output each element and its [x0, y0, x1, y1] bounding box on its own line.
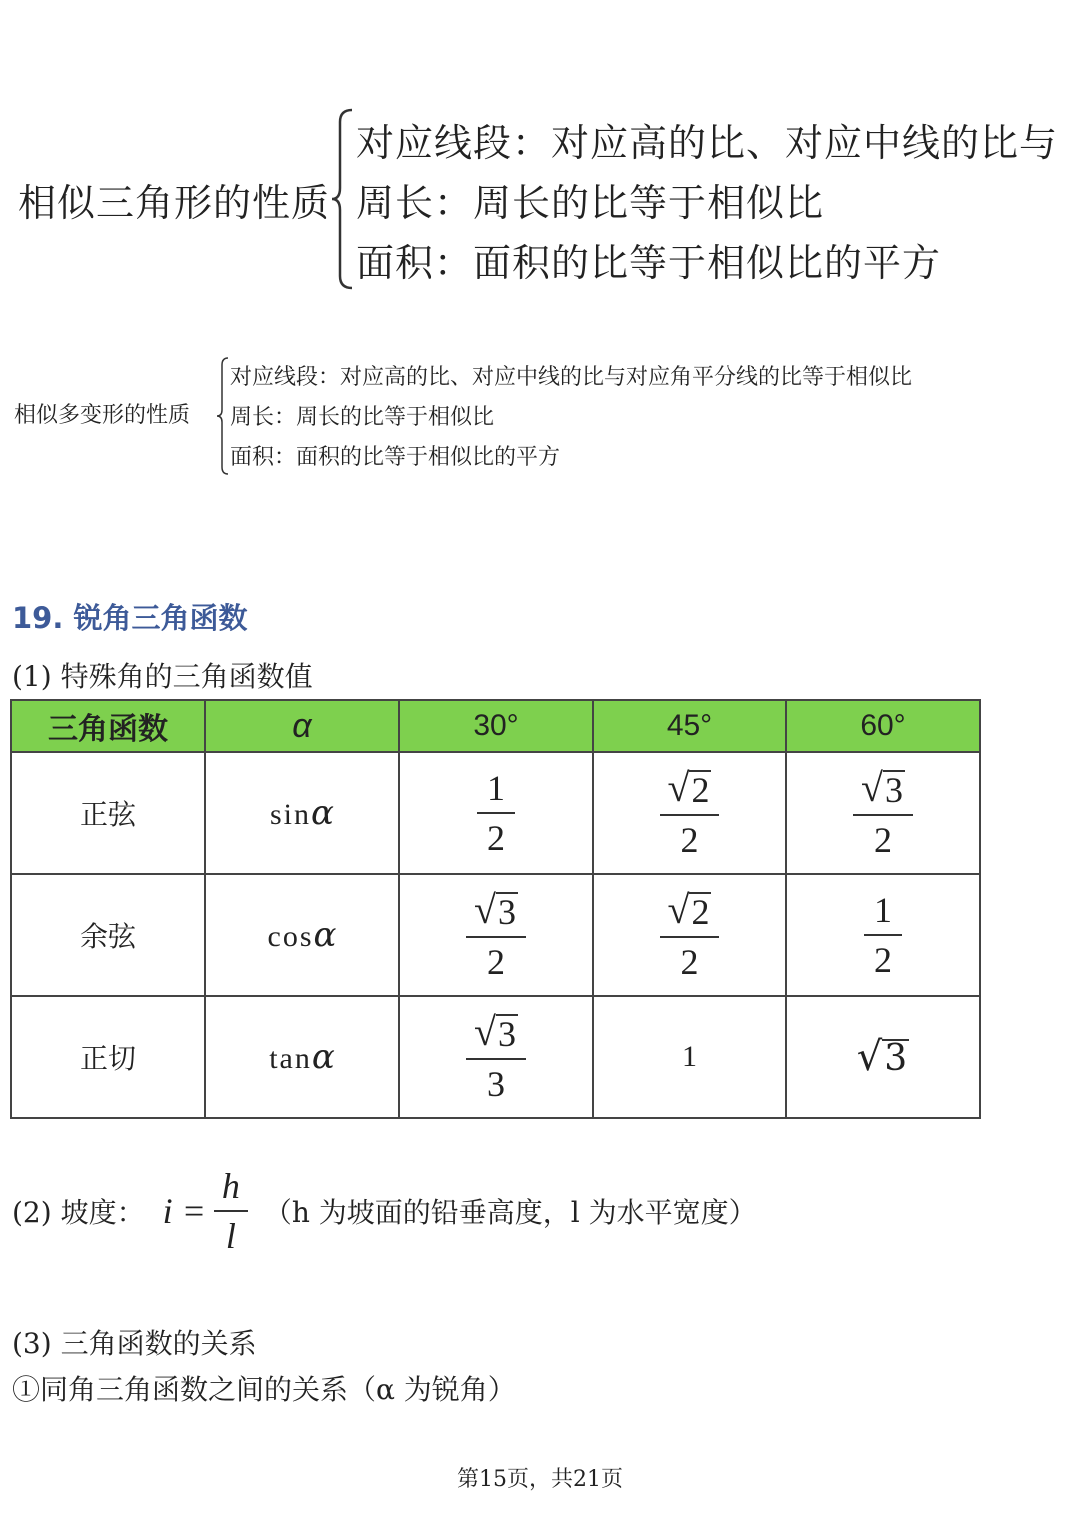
function-name-cell: 正切: [11, 996, 205, 1118]
slope-note: （h 为坡面的铅垂高度，l 为水平宽度）: [263, 1196, 757, 1229]
sqrt-expression: [667, 765, 712, 810]
fraction: [864, 892, 902, 978]
radical-sign-icon: √: [474, 887, 496, 932]
section-heading: 19. 锐角三角函数: [12, 601, 248, 635]
fraction-numerator: [853, 765, 913, 814]
fraction: [660, 765, 720, 860]
radicand: 2: [691, 770, 710, 810]
fraction-numerator: [479, 770, 513, 812]
relations-item-1: ①同角三角函数之间的关系（α 为锐角）: [12, 1373, 516, 1406]
fraction: [466, 1009, 526, 1104]
sqrt-expression: [861, 765, 905, 810]
fraction: [853, 765, 913, 860]
radical-sign-icon: √: [856, 1034, 883, 1080]
value-cell: [399, 752, 593, 874]
function-cell: [205, 752, 399, 874]
function-symbol: cos: [267, 920, 314, 953]
header-cell: 60°: [786, 700, 980, 752]
polygon-prop-line-1: 对应线段：对应高的比、对应中线的比与对应角平分线的比等于相似比: [230, 365, 913, 390]
value-cell: [593, 752, 786, 874]
table-row: [11, 996, 980, 1118]
alpha-symbol: α: [292, 706, 312, 745]
function-name-cell: 正弦: [11, 752, 205, 874]
sqrt-expression: [667, 887, 712, 932]
radicand: 3: [497, 892, 516, 932]
trig-values-table: [10, 699, 981, 1119]
fraction-denominator: 2: [660, 814, 720, 858]
radicand: 3: [884, 770, 903, 810]
fraction-denominator: 2: [853, 814, 913, 858]
numerator-value: 1: [874, 890, 892, 930]
slope-denominator: l: [214, 1210, 248, 1254]
radicand: 2: [691, 892, 710, 932]
function-symbol: sin: [270, 798, 312, 831]
slope-formula: [163, 1168, 248, 1254]
radicand: 3: [884, 1038, 908, 1079]
slope-definition: [12, 1168, 757, 1254]
triangle-props-label: 相似三角形的性质: [18, 181, 331, 225]
alpha-symbol: α: [311, 1037, 335, 1077]
fraction-numerator: [866, 892, 900, 934]
fraction-numerator: [466, 887, 526, 936]
sqrt-expression: [474, 887, 518, 932]
value-cell: [786, 752, 980, 874]
sqrt-expression: [856, 1034, 909, 1080]
sqrt-expression: [474, 1009, 518, 1054]
radical-sign-icon: √: [861, 765, 883, 810]
radicand: 3: [497, 1014, 516, 1054]
fraction: [477, 770, 515, 856]
function-cell: [205, 996, 399, 1118]
brace-icon: [216, 356, 230, 476]
page-footer: 第15页，共21页: [457, 1467, 623, 1492]
fraction: [466, 887, 526, 982]
subheading-special-angles: (1) 特殊角的三角函数值: [12, 660, 313, 693]
fraction: [660, 887, 720, 982]
value-cell: [399, 874, 593, 996]
polygon-prop-line-3: 面积：面积的比等于相似比的平方: [230, 445, 561, 470]
table-row: [11, 874, 980, 996]
value-plain: 1: [682, 1040, 697, 1073]
slope-lhs: i =: [162, 1191, 206, 1231]
value-cell: [786, 874, 980, 996]
header-cell: [205, 700, 399, 752]
alpha-symbol: α: [313, 915, 337, 955]
fraction-denominator: 3: [466, 1058, 526, 1102]
function-name-cell: 余弦: [11, 874, 205, 996]
value-cell: [593, 996, 786, 1118]
fraction-numerator: [660, 765, 720, 814]
value-cell: [593, 874, 786, 996]
fraction-denominator: 2: [477, 812, 515, 856]
slope-label: (2) 坡度：: [12, 1196, 145, 1229]
slope-fraction: [214, 1168, 248, 1254]
radical-sign-icon: √: [474, 1009, 496, 1054]
table-body: [11, 752, 980, 1118]
alpha-symbol: α: [311, 793, 334, 833]
fraction-numerator: [660, 887, 720, 936]
value-cell: [786, 996, 980, 1118]
radical-sign-icon: √: [667, 765, 690, 810]
fraction-denominator: 2: [864, 934, 902, 978]
fraction-numerator: [466, 1009, 526, 1058]
slope-numerator: h: [221, 1166, 240, 1206]
header-cell: 三角函数: [11, 700, 205, 752]
header-cell: 30°: [399, 700, 593, 752]
fraction-denominator: 2: [660, 936, 720, 980]
brace-icon: [330, 108, 356, 290]
fraction-denominator: 2: [466, 936, 526, 980]
function-cell: [205, 874, 399, 996]
triangle-prop-line-1: 对应线段：对应高的比、对应中线的比与: [356, 121, 1059, 165]
radical-sign-icon: √: [667, 887, 690, 932]
header-cell: 45°: [593, 700, 786, 752]
value-cell: [399, 996, 593, 1118]
polygon-props-label: 相似多变形的性质: [14, 403, 191, 428]
subheading-relations: (3) 三角函数的关系: [12, 1327, 257, 1360]
polygon-prop-line-2: 周长：周长的比等于相似比: [230, 405, 495, 430]
numerator-value: 1: [487, 768, 505, 808]
triangle-prop-line-2: 周长：周长的比等于相似比: [356, 181, 825, 225]
table-row: [11, 752, 980, 874]
triangle-prop-line-3: 面积：面积的比等于相似比的平方: [356, 241, 942, 285]
function-symbol: tan: [269, 1042, 312, 1075]
table-header-row: [11, 700, 980, 752]
